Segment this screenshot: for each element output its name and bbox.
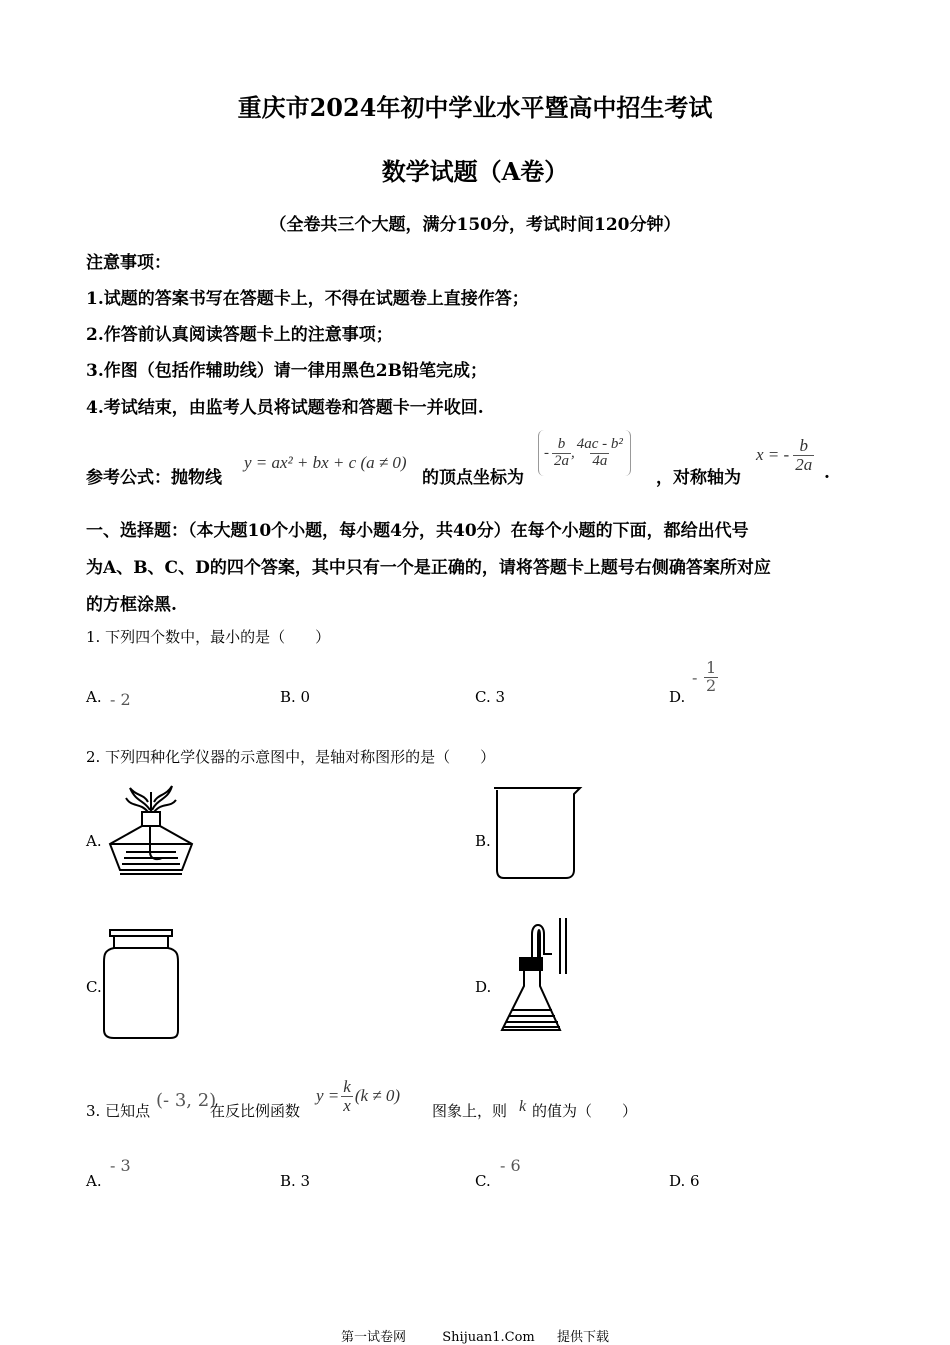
section-instruction: 为A、B、C、D的四个答案，其中只有一个是正确的，请将答题卡上题号右侧确答案所对应: [86, 558, 771, 578]
note-item: 2.作答前认真阅读答题卡上的注意事项；: [86, 325, 393, 345]
section-instruction: 一、选择题：（本大题10个小题，每小题4分，共40分）在每个小题的下面，都给出代号: [86, 521, 749, 541]
q1-option-c: C. 3: [475, 688, 506, 706]
formula-end: .: [824, 463, 830, 483]
q2-option-b-label: B.: [475, 832, 491, 850]
footer-site-url[interactable]: Shijuan1.Com: [442, 1330, 535, 1345]
footer-site-name: 第一试卷网: [340, 1330, 406, 1345]
notes-heading: 注意事项：: [86, 253, 171, 273]
vertex-minus: -: [544, 444, 549, 461]
q3-point: (- 3, 2): [156, 1090, 217, 1111]
q3-option-c-value: - 6: [500, 1156, 521, 1175]
exam-scope: （全卷共三个大题，满分150分，考试时间120分钟）: [269, 215, 681, 235]
question-3-stem-end: 的值为（ ）: [532, 1102, 638, 1120]
question-3-stem-prefix: 3. 已知点: [86, 1102, 151, 1120]
question-1-stem: 1. 下列四个数中，最小的是（ ）: [86, 628, 331, 646]
q1-option-a-label: A.: [86, 688, 102, 706]
footer: [0, 1326, 950, 1345]
vertex-coordinates: - $\frac{b}{2a}$ , $\frac{\text{4ac - b²}}{4a}$: [538, 430, 631, 476]
q2-option-d-label: D.: [475, 978, 492, 996]
axis-fraction: $\frac{b}{2a}$: [795, 435, 813, 474]
vertex-y-fraction: $\frac{\text{4ac - b²}}{4a}$: [576, 435, 623, 469]
q3-k: k: [519, 1098, 527, 1115]
q3-option-c-label: C.: [475, 1172, 491, 1190]
flask-u-tube-icon: [496, 914, 570, 1036]
note-item: 4.考试结束，由监考人员将试题卷和答题卡一并收回.: [86, 398, 484, 418]
q2-option-c-label: C.: [86, 978, 102, 996]
axis-of-symmetry: x = - $\frac{b}{2a}$: [756, 435, 813, 474]
question-3-stem-post: 图象上，则: [432, 1102, 508, 1120]
reagent-bottle-icon: [100, 926, 184, 1042]
q3-option-d: D. 6: [669, 1172, 700, 1190]
q1-option-d-sign: -: [692, 668, 698, 687]
q3-option-b: B. 3: [280, 1172, 311, 1190]
note-item: 1.试题的答案书写在答题卡上，不得在试题卷上直接作答；: [86, 289, 529, 309]
q3-option-a-label: A.: [86, 1172, 102, 1190]
section-instruction: 的方框涂黑.: [86, 595, 177, 615]
footer-download-note: 提供下载: [557, 1330, 610, 1345]
note-item: 3.作图（包括作辅助线）请一律用黑色2B铅笔完成；: [86, 361, 487, 381]
beaker-icon: [490, 784, 584, 884]
q1-option-d-fraction: $\frac{1}{2}$: [706, 658, 717, 695]
q2-option-a-label: A.: [86, 832, 102, 850]
formula-mid1: 的顶点坐标为: [422, 468, 524, 488]
question-2-stem: 2. 下列四种化学仪器的示意图中，是轴对称图形的是（ ）: [86, 748, 496, 766]
formula-mid2: ，对称轴为: [656, 468, 741, 488]
question-3-stem-mid: 在反比例函数: [210, 1102, 301, 1120]
vertex-x-fraction: $\frac{b}{2a}$: [554, 435, 569, 469]
exam-title: 重庆市2024年初中学业水平暨高中招生考试: [237, 93, 713, 122]
q3-inverse-function: y = $\frac{k}{x}$ (k ≠ 0): [316, 1076, 401, 1115]
formula-prefix: 参考公式：抛物线: [86, 468, 222, 488]
alcohol-lamp-icon: [106, 782, 196, 878]
exam-subtitle: 数学试题（A卷）: [381, 157, 569, 186]
q1-option-b: B. 0: [280, 688, 311, 706]
parabola-expression: y = ax² + bx + c (a ≠ 0): [244, 453, 407, 472]
q3-option-a-value: - 3: [110, 1156, 131, 1175]
q1-option-a-value: - 2: [110, 690, 131, 709]
q1-option-d-label: D.: [669, 688, 686, 706]
